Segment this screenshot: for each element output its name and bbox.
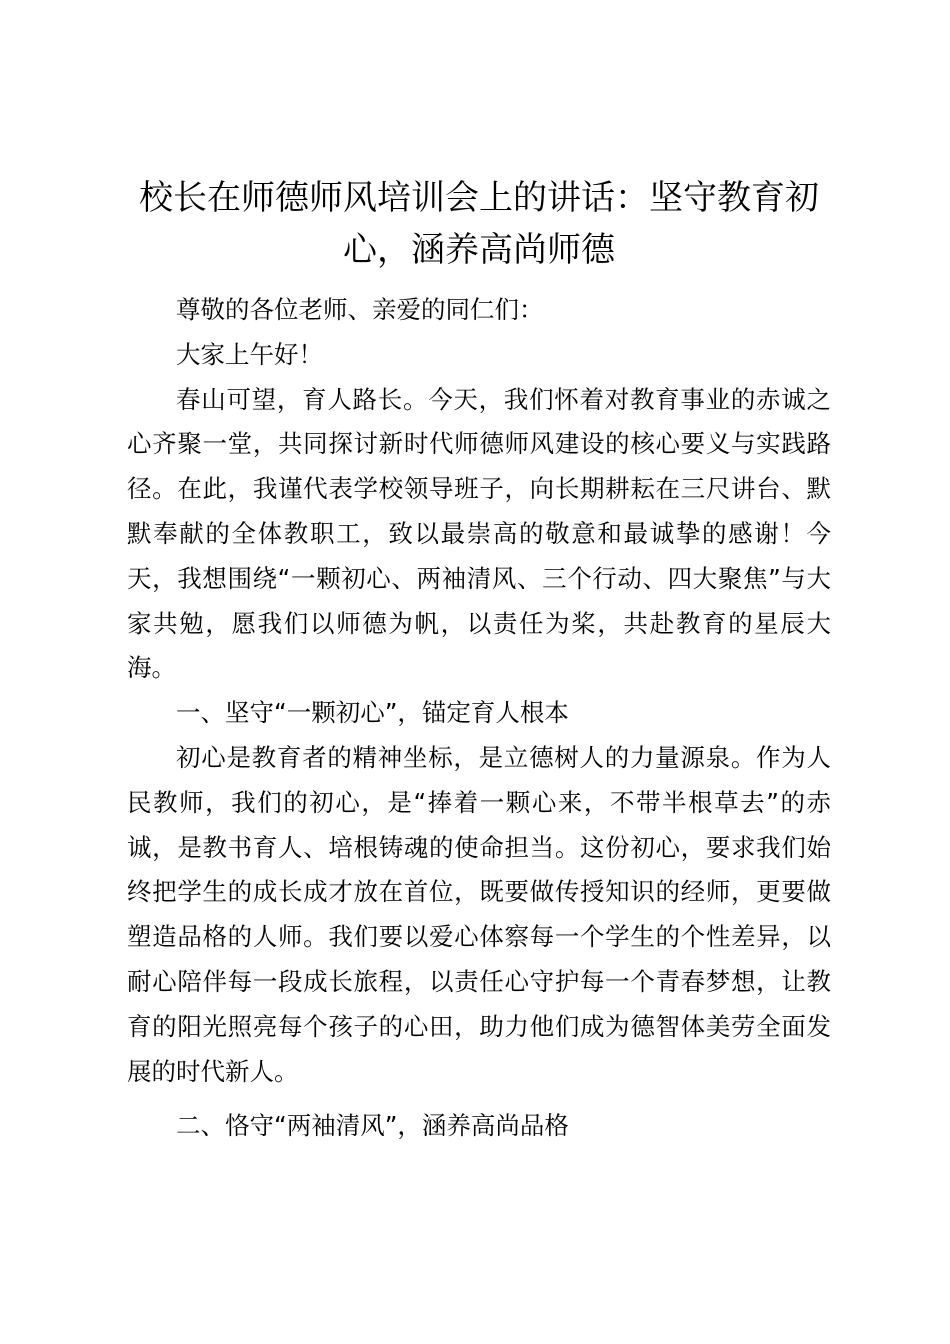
section-heading-2: 二、恪守“两袖清风”，涵养高尚品格 <box>176 1111 569 1141</box>
document-body <box>127 288 831 1149</box>
intro-paragraph: 春山可望，育人路长。今天，我们怀着对教育事业的赤诚之心齐聚一堂，共同探讨新时代师德师风建设的核心要义与实践路径。在此，我谨代表学校领导班子，向长期耕耘在三尺讲台、默默奉献的全体教职工，致以最崇高的敬意和最诚挚的感谢！今天，我想围绕“一颗初心、两袖清风、三个行动、四大聚焦”与大家共勉，愿我们以师德为帆，以责任为桨，共赴教育的星辰大海。 <box>127 384 831 683</box>
greeting: 大家上午好！ <box>176 339 323 369</box>
document-title: 校长在师德师风培训会上的讲话：坚守教育初心，涵养高尚师德 <box>139 178 819 270</box>
section-1-paragraph: 初心是教育者的精神坐标，是立德树人的力量源泉。作为人民教师，我们的初心，是“捧着一颗心来，不带半根草去”的赤诚，是教书育人、培根铸魂的使命担当。这份初心，要求我们始终把学生的成长成才放在首位，既要做传授知识的经师，更要做塑造品格的人师。我们要以爱心体察每一个学生的个性差异，以耐心陪伴每一段成长旅程，以责任心守护每一个青春梦想，让教育的阳光照亮每个孩子的心田，助力他们成为德智体美劳全面发展的时代新人。 <box>127 742 831 1086</box>
section-heading-1: 一、坚守“一颗初心”，锚定育人根本 <box>176 698 569 728</box>
salutation: 尊敬的各位老师、亲爱的同仁们： <box>176 295 544 324</box>
document-page <box>127 172 831 1149</box>
